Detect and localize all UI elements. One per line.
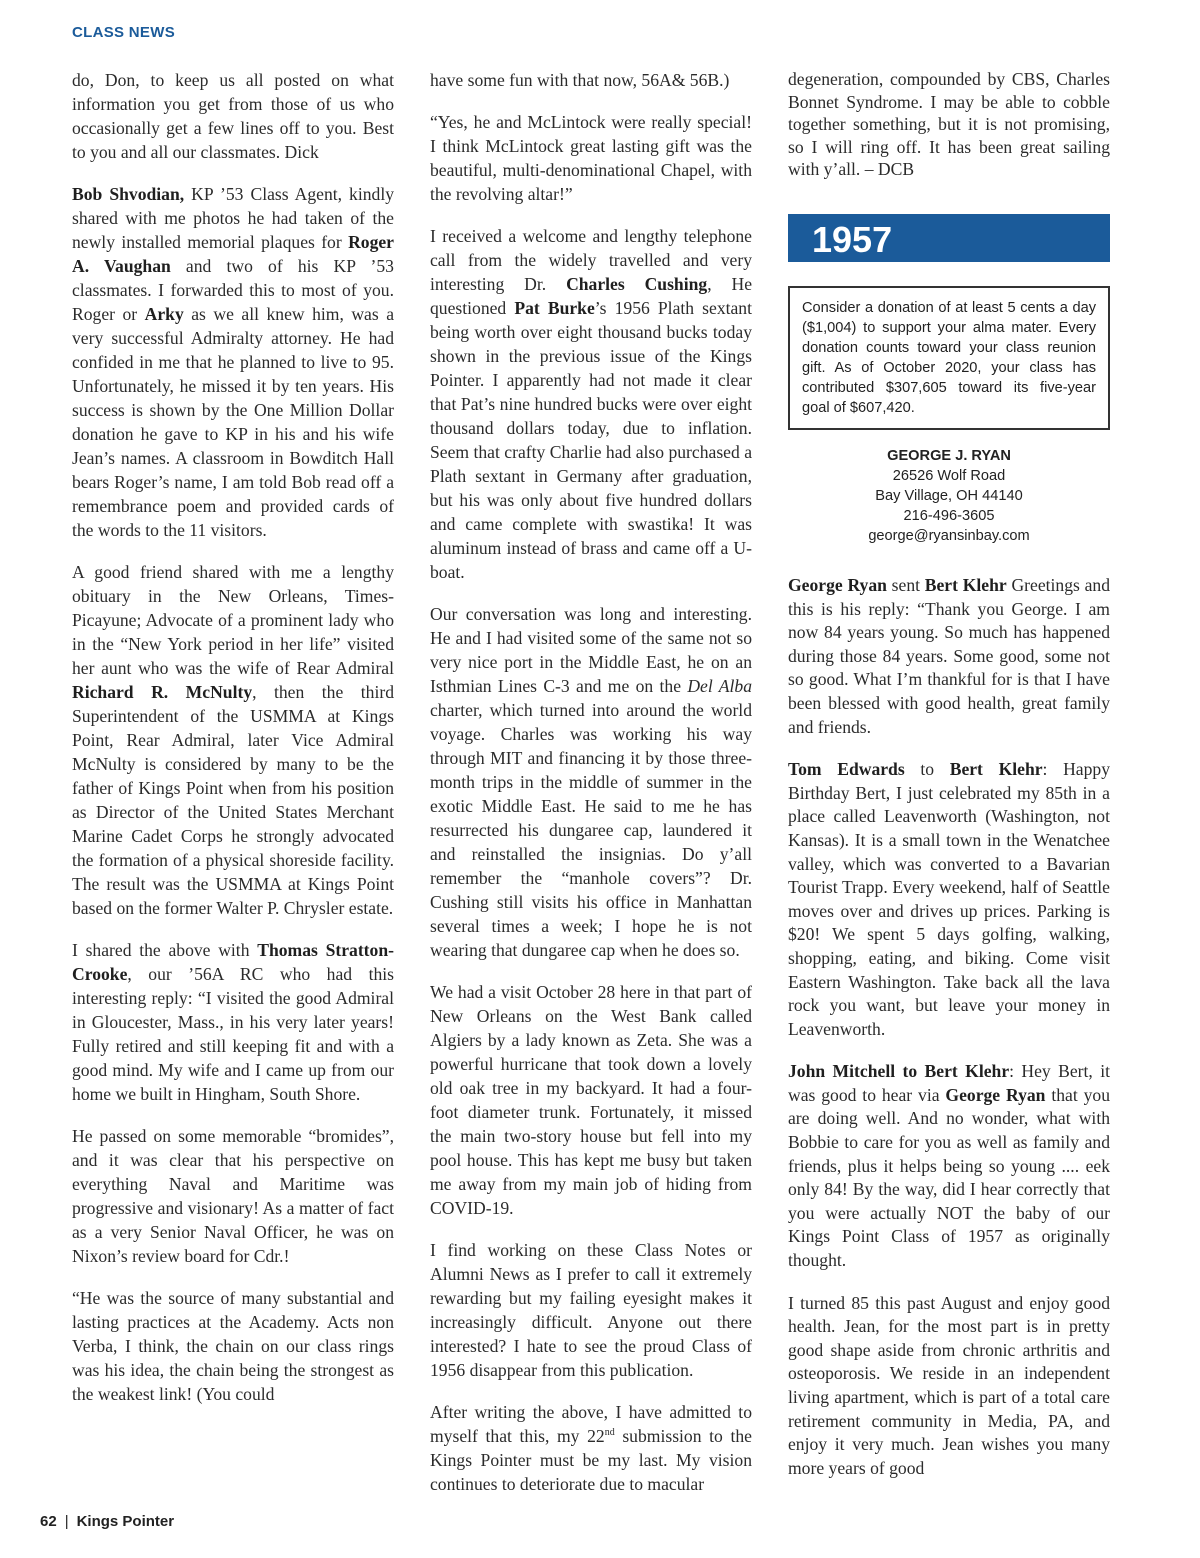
paragraph: A good friend shared with me a lengthy obituary in the New Orleans, Times-Picayune; Advocate of a prominent lady who in the “New York period in her life” visited her aunt who was the wife of Rear Admiral Richard R. McNulty, then the third Superintendent of the USMMA at Kings Point, Rear Admiral, later Vice Admiral McNulty is considered by many to be the father of Kings Point when from his position as Director of the United States Merchant Marine Cadet Corps he strongly advocated the formation of a physical shoreside facility. The result was the USMMA at Kings Point based on the former Walter P. Chrysler estate. xyxy=(72,562,394,918)
person-name: Bert Klehr xyxy=(949,759,1043,780)
paragraph: He passed on some memorable “bromides”, and it was clear that his perspective on everything Naval and Maritime was progressive and visionary! As a matter of fact as a very Senior Naval Officer, he was on Nixon’s review board for Cdr.! xyxy=(72,1126,394,1266)
person-name: Pat Burke xyxy=(514,298,595,318)
paragraph: I received a welcome and lengthy telephone call from the widely travelled and very interesting Dr. Charles Cushing, He questioned Pat Burke’s 1956 Plath sextant being worth over eight thousand bucks today shown in the previous issue of the Kings Pointer. I apparently had not made it clear that Pat’s nine hundred bucks were over eight thousand dollars today, due to inflation. Seem that crafty Charlie had also purchased a Plath sextant in Germany after graduation, but his was only about five hundred dollars and came complete with swastika! It was aluminum instead of brass and came off a U-boat. xyxy=(430,226,753,582)
person-name: Charles Cushing xyxy=(566,274,708,294)
person-name: Bob Shvodian, xyxy=(72,184,185,204)
column-2 xyxy=(430,68,752,1514)
person-name: Bert Klehr xyxy=(924,575,1007,595)
paragraph: Tom Edwards to Bert Klehr: Happy Birthday Bert, I just celebrated my 85th in a place called Leavenworth (Washington, not Kansas). It is a small town in the Wenatchee valley, which was converted to a Bavarian Tourist Trapp. Every weekend, half of Seattle moves over and drives up prices. Parking is $20! We spent 5 days golfing, walking, shopping, eating, and biking. Come visit Eastern Washington. Take back all the lava rock you want, but leave your money in Leavenworth. xyxy=(788,759,1110,1039)
paragraph: John Mitchell to Bert Klehr: Hey Bert, it was good to hear via George Ryan that you are doing well. And no wonder, what with Bobbie to care for you as well as family and friends, plus it helps being so young .... eek only 84! By the way, did I hear correctly that you were actually NOT the baby of our Kings Point Class of 1957 as originally thought. xyxy=(788,1061,1110,1271)
person-name: George Ryan xyxy=(945,1084,1046,1105)
paragraph: “Yes, he and McLintock were really special! I think McLintock great lasting gift was the beautiful, multi-denominational Chapel, with the revolving altar!” xyxy=(430,112,752,204)
paragraph: have some fun with that now, 56A& 56B.) xyxy=(430,70,730,90)
paragraph: Bob Shvodian, KP ’53 Class Agent, kindly shared with me photos he had taken of the newly installed memorial plaques for Roger A. Vaughan and two of his KP ’53 classmates. I forwarded this to most of you. Roger or Arky as we all knew him, was a very successful Admiralty attorney. He had confided in me that he planned to live to 95. Unfortunately, he missed it by ten years. His success is shown by the One Million Dollar donation he gave to KP in his and his wife Jean’s names. A classroom in Bowditch Hall bears Roger’s name, I am told Bob read off a remembrance poem and provided cards of the words to the 11 visitors. xyxy=(72,184,394,540)
paragraph: do, Don, to keep us all posted on what information you get from those of us who occasionally get a few lines off to you. Best to you and all our classmates. Dick xyxy=(72,70,394,162)
column-1 xyxy=(72,68,394,1424)
person-name: Roger A. Vaughan xyxy=(72,232,394,276)
contact-city: Bay Village, OH 44140 xyxy=(875,488,1023,504)
paragraph: We had a visit October 28 here in that part of New Orleans on the West Bank called Algiers by a lady known as Zeta. She was a powerful hurricane that took down a lovely old oak tree in my backyard. It had a four-foot diameter trunk. Fortunately, it missed the main two-story house but fell into my pool house. This has kept me busy but taken me away from my main job of hiding from COVID-19. xyxy=(430,982,752,1218)
paragraph: Our conversation was long and interesting. He and I had visited some of the same not so very nice port in the Middle East, he on an Isthmian Lines C-3 and me on the Del Alba charter, which turned into around the world voyage. Charles was working his way through MIT and financing it by those three-month trips in the middle of summer in the exotic Middle East. He said to me he has resurrected his dungaree cap, laundered it and reinstalled the insignias. Do y’all remember the “manhole covers”? Dr. Cushing still visits his office in Manhattan several times a week; I hope he is not wearing that dungaree cap when he does so. xyxy=(430,604,752,960)
publication-name: Kings Pointer xyxy=(76,1513,175,1530)
contact-phone: 216-496-3605 xyxy=(903,508,995,524)
contact-address: 26526 Wolf Road xyxy=(892,468,1006,484)
page-footer xyxy=(40,1513,174,1530)
paragraph: I turned 85 this past August and enjoy good health. Jean, for the most part is in pretty good shape aside from chronic arthritis and osteoporosis. We reside in an independent living apartment, which is part of a total care retirement community in Media, PA, and enjoy it very much. Jean wishes you many more years of good xyxy=(788,1292,1110,1478)
person-name: John Mitchell to Bert Klehr xyxy=(788,1061,1010,1082)
class-year: 1957 xyxy=(812,219,893,260)
paragraph: I shared the above with Thomas Stratton-Crooke, our ’56A RC who had this interesting reply: “I visited the good Admiral in Gloucester, Mass., in his very later years! Fully retired and still keeping fit and with a good mind. My wife and I came up from our home we built in Hingham, South Shore. xyxy=(72,940,394,1104)
donation-notice: Consider a donation of at least 5 cents a day ($1,004) to support your alma mater. Every donation counts toward your class reunion gift. As of October 2020, your class has contributed $307,605 toward its five-year goal of $607,420. xyxy=(788,286,1110,430)
ship-name: Del Alba xyxy=(687,676,752,696)
person-name: Tom Edwards xyxy=(788,759,905,780)
contact-name: GEORGE J. RYAN xyxy=(887,448,1011,464)
person-name: Richard R. McNulty xyxy=(72,682,253,702)
footer-separator: | xyxy=(64,1513,69,1530)
person-name: Thomas Stratton-Crooke xyxy=(72,940,394,984)
person-name: George Ryan xyxy=(788,575,887,595)
paragraph: George Ryan sent Bert Klehr Greetings and this is his reply: “Thank you George. I am now 84 years young. So much has happened during those 84 years. Some good, some not so good. What I’m thankful for is that I have been blessed with good health, great family and friends. xyxy=(788,575,1110,737)
paragraph: “He was the source of many substantial and lasting practices at the Academy. Acts non Verba, I think, the chain on our class rings was his idea, the chain being the strongest as the weakest link! (You could xyxy=(72,1288,394,1404)
contact-email: george@ryansinbay.com xyxy=(868,528,1030,544)
paragraph: After writing the above, I have admitted to myself that this, my 22nd submission to the Kings Pointer must be my last. My vision continues to deteriorate due to macular xyxy=(430,1402,752,1494)
class-contact xyxy=(788,446,1110,546)
column-3-top xyxy=(788,68,1110,181)
class-year-banner xyxy=(788,214,1110,262)
section-label: CLASS NEWS xyxy=(72,24,176,41)
person-name: Arky xyxy=(144,304,184,324)
column-3-notes xyxy=(788,574,1110,1499)
paragraph: degeneration, compounded by CBS, Charles Bonnet Syndrome. I may be able to cobble together something, but it is not promising, so I will ring off. It has been great sailing with y’all. – DCB xyxy=(788,69,1110,179)
page-number: 62 xyxy=(40,1513,57,1530)
paragraph: I find working on these Class Notes or Alumni News as I prefer to call it extremely rewarding but my failing eyesight makes it increasingly difficult. Anyone out there interested? I hate to see the proud Class of 1956 disappear from this publication. xyxy=(430,1240,752,1380)
